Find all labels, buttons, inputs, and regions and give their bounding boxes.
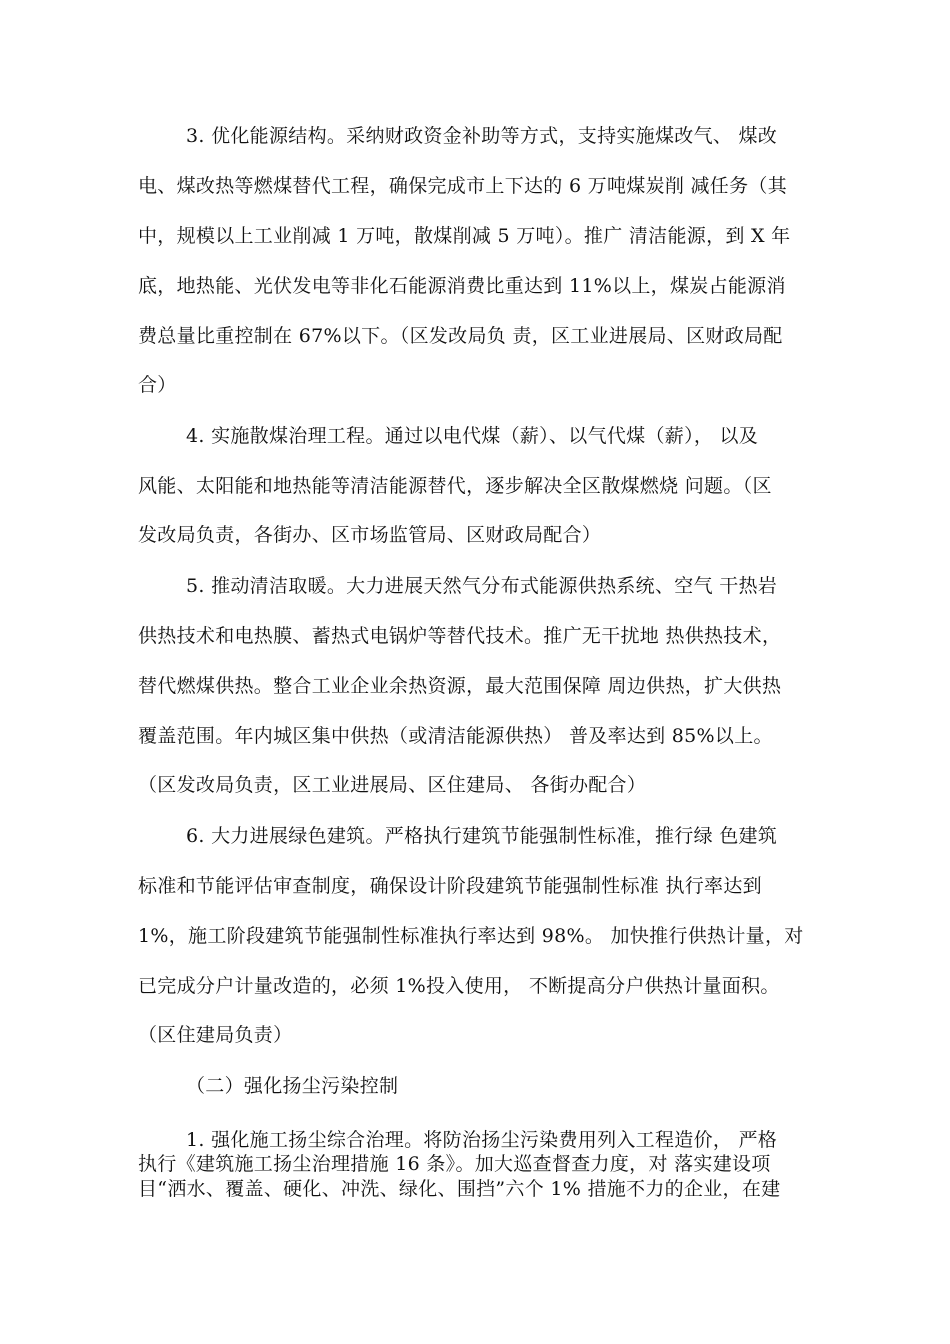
paragraph-3-line-1: 3. 优化能源结构。采纳财政资金补助等方式，支持实施煤改气、 煤改 [186,125,778,147]
paragraph-6-line-5: （区住建局负责） [138,1024,293,1046]
paragraph-4-line-2: 风能、太阳能和地热能等清洁能源替代，逐步解决全区散煤燃烧 问题。（区 [138,475,772,497]
paragraph-6-line-4: 已完成分户计量改造的，必须 1%投入使用， 不断提高分户供热计量面积。 [138,975,780,997]
paragraph-5-line-5: （区发改局负责，区工业进展局、区住建局、 各街办配合） [138,774,647,796]
paragraph-1-line-3: 目“洒水、覆盖、硬化、冲洗、绿化、围挡”六个 1% 措施不力的企业，在建 [138,1178,781,1200]
paragraph-6-line-2: 标准和节能评估审查制度，确保设计阶段建筑节能强制性标准 执行率达到 [138,875,762,897]
paragraph-5-line-2: 供热技术和电热膜、蓄热式电锅炉等替代技术。推广无干扰地 热供热技术， [138,625,782,647]
paragraph-3-line-2: 电、煤改热等燃煤替代工程，确保完成市上下达的 6 万吨煤炭削 减任务（其 [138,175,788,197]
paragraph-3-line-3: 中，规模以上工业削减 1 万吨，散煤削减 5 万吨）。推广 清洁能源，到 X 年 [138,225,791,247]
paragraph-1-line-2: 执行《建筑施工扬尘治理措施 16 条》。加大巡查督查力度，对 落实建设项 [138,1153,771,1175]
paragraph-5-line-4: 覆盖范围。年内城区集中供热（或清洁能源供热） 普及率达到 85%以上。 [138,725,773,747]
paragraph-4-line-1: 4. 实施散煤治理工程。通过以电代煤（薪）、以气代煤（薪）， 以及 [186,425,759,447]
paragraph-5-line-1: 5. 推动清洁取暖。大力进展天然气分布式能源供热系统、空气 干热岩 [186,575,778,597]
paragraph-4-line-3: 发改局负责，各街办、区市场监管局、区财政局配合） [138,524,602,546]
paragraph-1-line-1: 1. 强化施工扬尘综合治理。将防治扬尘污染费用列入工程造价， 严格 [186,1129,778,1151]
section-heading: （二）强化扬尘污染控制 [186,1075,399,1097]
paragraph-6-line-1: 6. 大力进展绿色建筑。严格执行建筑节能强制性标准，推行绿 色建筑 [186,825,778,847]
paragraph-3-line-5: 费总量比重控制在 67%以下。（区发改局负 责，区工业进展局、区财政局配 [138,325,783,347]
paragraph-3-line-6: 合） [138,374,177,396]
paragraph-6-line-3: 1%，施工阶段建筑节能强制性标准执行率达到 98%。 加快推行供热计量，对 [138,925,804,947]
paragraph-5-line-3: 替代燃煤供热。整合工业企业余热资源，最大范围保障 周边供热，扩大供热 [138,675,782,697]
paragraph-3-line-4: 底，地热能、光伏发电等非化石能源消费比重达到 11%以上，煤炭占能源消 [138,275,786,297]
